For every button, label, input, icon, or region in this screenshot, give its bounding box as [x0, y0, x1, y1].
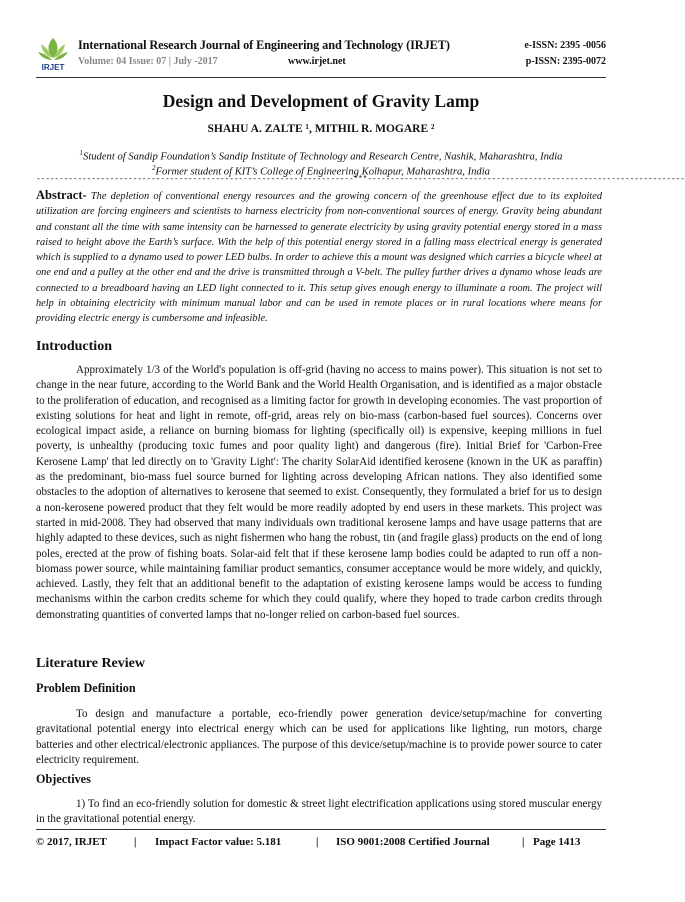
journal-website: www.irjet.net — [288, 56, 346, 67]
literature-review-heading: Literature Review — [36, 656, 145, 671]
journal-header — [36, 32, 606, 74]
abstract — [36, 188, 602, 327]
footer-impact-factor: Impact Factor value: 5.181 — [155, 836, 282, 848]
paper-authors: SHAHU A. ZALTE ¹, MITHIL R. MOGARE ² — [207, 123, 435, 135]
eissn: e-ISSN: 2395 -0056 — [524, 40, 606, 51]
footer-page-number: Page 1413 — [533, 836, 581, 848]
footer-copyright: © 2017, IRJET — [36, 836, 107, 848]
irjet-logo-icon — [36, 34, 70, 72]
logo-text: IRJET — [41, 63, 65, 72]
footer-iso: ISO 9001:2008 Certified Journal — [336, 836, 490, 848]
footer-divider: | — [522, 836, 525, 848]
abstract-heading: Abstract- — [36, 188, 87, 202]
paper-title: Design and Development of Gravity Lamp — [162, 91, 480, 111]
objectives-text: 1) To find an eco-friendly solution for domestic & street light electrification applications using stored muscular energy in the gravitational potential energy. — [36, 798, 602, 826]
separator-line: ---------------------------------------------------------------------***--------------------------------------------------------------------- — [36, 175, 685, 184]
footer-rule — [36, 829, 606, 830]
introduction-text: Approximately 1/3 of the World's population is off-grid (having no access to mains power). This situation is not set to change in the near future, according to the World Bank and the World Health Organisation, and is identified as a major obstacle to the proliferation of education, and recognised as a limiting factor for growth in developing economies. The vast proportion of existing solutions for heat and light in remote, off-grid, areas rely on bio-mass (carbon-based fuel sources). Concerns over ecological impact aside, a reliance on burning biomass for lighting (specifically oil) is expensive, keeping millions in fuel poverty, is unhealthy (producing toxic fumes and poor quality light) and dangerous (fire). Initial Brief for 'Carbon-Free Kerosene Lamp' that led directly on to 'Gravity Light': The charity SolarAid identified kerosene (known in the UK as paraffin) as the predominant, bio-mass fuel source burned for lighting across developing African nations. They also identified some obstacles to the adoption of alternatives to kerosene that seemed to exist. Consequently, they formulated a brief for us to design a non-kerosene powered product that they felt would be more readily adopted by end users in these markets. This project was started in mid-2008. They had observed that many individuals own traditional kerosene lamps and have usage patterns that are highly adapted to these devices, such as night fishermen who hang the robust, tin (and fragile glass) products on the end of long poles, erected at the prow of fishing boats. Solar-aid felt that if these kerosene lamp bodies could be adapted to run off a non-biomass power source, while maintaining familiar product semantics, consumer acceptance would be more widely, and quickly, achieved. Lastly, they felt that an additional benefit to the adaptation of existing kerosene lamps would be access to funding mechanisms within the carbon credits scheme for which they could qualify, where they hoped to trade carbon credits through demonstrating quantities of converted lamps that no-longer relied on carbon-based fuel sources. — [36, 364, 602, 621]
affiliation-2-mark: 2 — [152, 164, 156, 172]
objectives-heading: Objectives — [36, 772, 91, 786]
header-rule — [36, 77, 606, 78]
affiliation-1-text: Student of Sandip Foundation’s Sandip Institute of Technology and Research Centre, Nashik, Maharashtra, India — [83, 151, 563, 163]
footer-divider: | — [316, 836, 319, 848]
volume-issue: Volume: 04 Issue: 07 | July -2017 — [78, 56, 218, 67]
affiliation-2-text: Former student of KIT’s College of Engineering Kolhapur, Maharashtra, India — [155, 166, 490, 178]
problem-definition-text: To design and manufacture a portable, eco-friendly power generation device/setup/machine for converting gravitational potential energy into electrical energy which can be used for applications like lighting, run motors, charge batteries and other electrical/electronic appliances. The purpose of this device/setup/machine is to provide power source to cater electricity requirement. — [36, 708, 602, 766]
journal-title: International Research Journal of Engineering and Technology (IRJET) — [78, 38, 450, 52]
problem-definition-heading: Problem Definition — [36, 681, 136, 695]
affiliation-1-mark: 1 — [79, 149, 84, 157]
footer-divider: | — [134, 836, 137, 848]
abstract-text: The depletion of conventional energy resources and the growing concern of the greenhouse effect due to its exploited utilization are forcing engineers and scientists to harness electricity from non-conventional sources of energy. Gravity being abundant and constant all the time with same intensity can be harnessed to generate electricity by using gravity potential energy stored in a mass raised to height above the Earth’s surface. With the help of this potential energy stored in a falling mass electrical energy is generated which is supplied to a dynamo used to power LED bulbs. In order to achieve this a mount was designed which carries a bicycle wheel at one end and a pulley at the other end and the drive is transmitted through a V-belt. The pulley further drives a dynamo whose leads are connected to a breadboard having an LED light connected to it. This setup gives enough energy to illuminate a room. The project will help in obtaining electricity with minimum manual labor and can be used in remote places or in rural locations where means for providing electric energy is cumbersome and infeasible. — [36, 191, 602, 325]
introduction-heading: Introduction — [36, 339, 112, 354]
pissn: p-ISSN: 2395-0072 — [525, 56, 606, 67]
